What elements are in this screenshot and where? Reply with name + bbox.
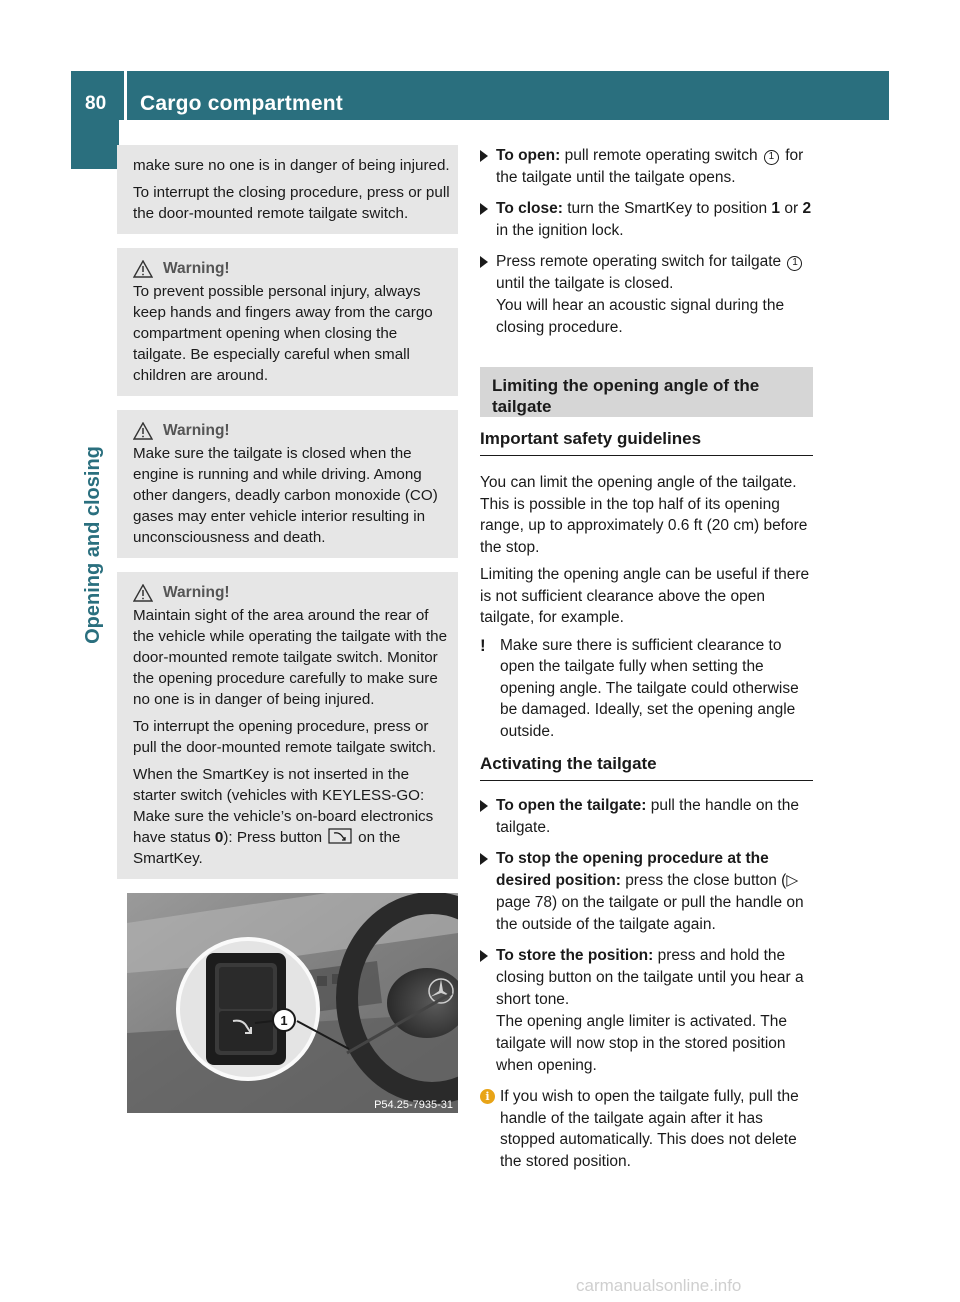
step-arrow-icon [480, 150, 488, 162]
callout-number-1: 1 [280, 1013, 288, 1028]
door-switch-photo [127, 893, 458, 1113]
step-press-switch [480, 251, 813, 339]
step-text: pull remote operating switch [564, 147, 758, 164]
callout-1-icon: 1 [787, 256, 802, 271]
caution-text: Make sure there is sufficient clearance to open the tailgate fully when setting the opening angle. The tailgate could otherwise be damaged. Ideally, set the opening angle outside. [500, 636, 799, 740]
caution-mark-icon: ! [480, 635, 486, 655]
warning-3-text-3 [133, 764, 450, 869]
info-text: If you wish to open the tailgate fully, pull the handle of the tailgate again after it has stopped automatically. This does not delete the stored position. [500, 1088, 799, 1170]
paragraph-2: Limiting the opening angle can be useful if there is not sufficient clearance above the open tailgate, for example. [480, 566, 810, 626]
door-panel-image [127, 893, 458, 1113]
step-store-position [480, 945, 813, 1077]
warning-3-text-3b: ): Press button [223, 829, 323, 846]
step-text: turn the SmartKey to position [567, 200, 768, 217]
step-text: The opening angle limiter is activated. The tailgate will now stop in the stored position when opening. [496, 1013, 787, 1074]
step-arrow-icon [480, 950, 488, 962]
subheading-safety: Important safety guidelines [480, 427, 813, 456]
page-reference-link[interactable]: ▷ page 78 [496, 872, 799, 911]
warning-3-text-1: Maintain sight of the area around the rear of the vehicle while operating the tailgate with the door-mounted remote tailgate switch. Monitor the opening procedure carefully to make sure no one is in danger of being injured. [133, 607, 448, 708]
warning-box-1 [117, 248, 458, 396]
warning-title: Warning! [163, 584, 230, 601]
page-title: Cargo compartment [140, 92, 343, 115]
subheading-activating: Activating the tailgate [480, 752, 813, 781]
step-stop-opening [480, 848, 813, 936]
warning-3-text-3c: on the SmartKey. [133, 829, 401, 867]
status-value: 0 [214, 829, 224, 846]
page-number: 80 [85, 93, 107, 114]
step-label: To open the tailgate: [496, 797, 647, 814]
warning-header [133, 582, 450, 603]
page-number-box [71, 71, 124, 120]
step-text: for the tailgate until the tailgate opens. [496, 147, 804, 186]
step-text: ) on the tailgate or pull the handle on the outside of the tailgate again. [496, 894, 804, 933]
warning-continuation [117, 145, 458, 234]
photo-code-label: P54.25-7935-31 [374, 1099, 453, 1111]
warning-2-text: Make sure the tailgate is closed when the engine is running and while driving. Among other dangers, deadly carbon monoxide (CO) gases may enter vehicle interior resulting in unconsciousness and death. [133, 445, 438, 546]
side-chapter-label [82, 446, 112, 644]
step-arrow-icon [480, 203, 488, 215]
warning-box-2 [117, 410, 458, 558]
step-label: To store the position: [496, 947, 654, 964]
step-arrow-icon [480, 256, 488, 268]
position-1: 1 [771, 200, 781, 217]
page-header [71, 71, 889, 120]
step-label: To stop the opening procedure at the desired position: [496, 850, 769, 889]
tailgate-button-icon [328, 828, 352, 844]
info-note [480, 1086, 813, 1172]
section-title: Limiting the opening angle of the tailgate [492, 376, 760, 416]
step-arrow-icon [480, 800, 488, 812]
continuation-text-1: make sure no one is in danger of being injured. [133, 157, 450, 174]
step-text: press the close button ( [625, 872, 787, 889]
step-to-open [480, 145, 813, 189]
warning-title: Warning! [163, 260, 230, 277]
left-column [117, 145, 458, 1113]
warning-3-text-3a: When the SmartKey is not inserted in the starter switch (vehicles with KEYLESS-GO: Make sure the vehicle’s on-board electronics have status [133, 766, 434, 846]
warning-title: Warning! [163, 422, 230, 439]
continuation-text-2: To interrupt the closing procedure, press or pull the door-mounted remote tailgate switch. [133, 184, 450, 222]
warning-triangle-icon [133, 422, 153, 440]
info-icon: i [480, 1089, 495, 1104]
step-text: Press remote operating switch for tailgate [496, 253, 782, 270]
position-2: 2 [802, 200, 812, 217]
header-divider [124, 71, 127, 120]
side-chapter-text: Opening and closing [82, 446, 104, 644]
step-text: You will hear an acoustic signal during the closing procedure. [496, 297, 785, 336]
warning-triangle-icon [133, 584, 153, 602]
warning-triangle-icon [133, 260, 153, 278]
section-header [480, 367, 813, 417]
warning-header [133, 420, 450, 441]
step-open-tailgate [480, 795, 813, 839]
step-text: in the ignition lock. [496, 222, 624, 239]
step-text: pull the handle on the tailgate. [496, 797, 799, 836]
side-tab-marker [71, 120, 119, 169]
right-column [480, 145, 813, 1182]
caution-note [480, 635, 813, 743]
callout-1-icon: 1 [764, 150, 779, 165]
step-arrow-icon [480, 853, 488, 865]
warning-1-text: To prevent possible personal injury, always keep hands and fingers away from the cargo compartment opening when closing the tailgate. Be especially careful when small children are around. [133, 283, 433, 384]
paragraph-1: You can limit the opening angle of the tailgate. This is possible in the top half of its opening range, up to approximately 0.6 ft (20 cm) before the stop. [480, 474, 808, 556]
warning-header [133, 258, 450, 279]
step-text: or [784, 200, 799, 217]
step-to-close [480, 198, 813, 242]
step-text: until the tailgate is closed. [496, 275, 674, 292]
footer-watermark: carmanualsonline.info [576, 1276, 742, 1295]
step-text: press and hold the closing button on the tailgate until you hear a short tone. [496, 947, 804, 1008]
step-label: To close: [496, 200, 563, 217]
warning-box-3 [117, 572, 458, 879]
step-label: To open: [496, 147, 561, 164]
warning-3-text-2: To interrupt the opening procedure, press or pull the door-mounted remote tailgate switch. [133, 718, 437, 756]
